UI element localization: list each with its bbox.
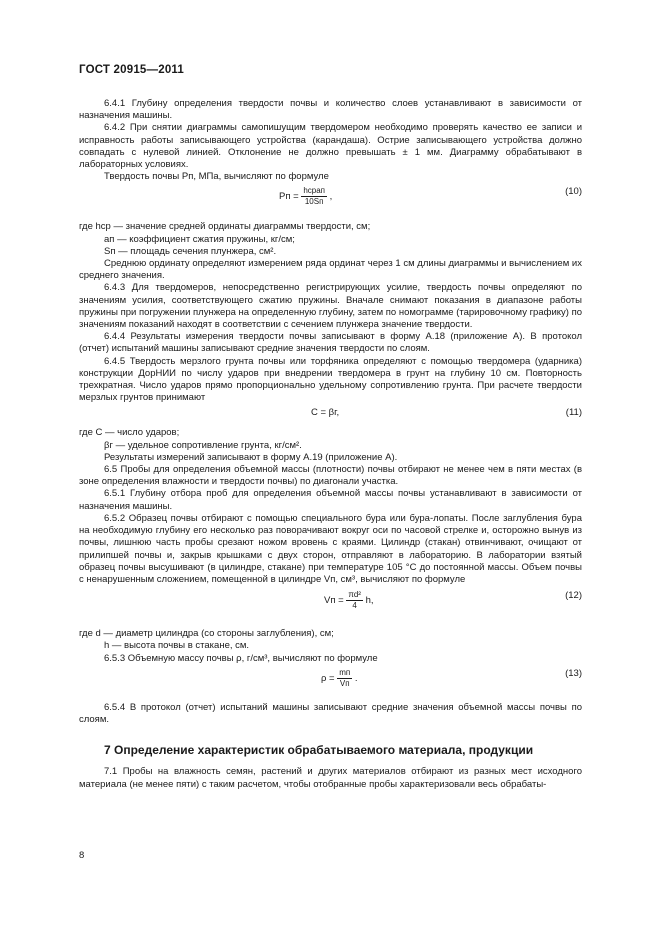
paragraph-6-5-4: 6.5.4 В протокол (отчет) испытаний машины записывают средние значения объемной массы почвы по слоям. [79, 701, 582, 725]
paragraph-6-5-2: 6.5.2 Образец почвы отбирают с помощью специального бура или бура-лопаты. После заглубления бура на необходимую глубину его несколько раз поворачивают вокруг оси по часовой стрелке и, осторожно вынув из почвы, лишнюю часть пробы срезают ножом вровень с краями. Цилиндр (стакан) отвинчивают, очищают от прилипшей почвы и, закрыв крышками с двух сторон, отправляют в лабораторию. В лаборатории взятый образец почвы высушивают (в цилиндре, стакане) при температуре 105 °С до постоянной массы. Объем почвы с ненарушенным сложением, помещенной в цилиндре Vп, см³, вычисляют по формуле [79, 512, 582, 585]
formula-12-lhs: Vп = [324, 595, 344, 607]
formula-13 [79, 668, 582, 696]
paragraph-6-4-1: 6.4.1 Глубину определения твердости почвы и количество слоев устанавливают в зависимости от назначения машины. [79, 98, 582, 122]
formula-10-numerator: hсрaп [303, 186, 325, 196]
formula-11-number: (11) [565, 407, 582, 419]
paragraph-6-5: 6.5 Пробы для определения объемной массы (плотности) почвы отбирают не менее чем в пяти местах (в зоне определения влажности и твердости почвы) по диагонали участка. [79, 464, 582, 488]
formula-10 [79, 186, 582, 216]
paragraph-6-4-3: 6.4.3 Для твердомеров, непосредственно регистрирующих усилие, твердость почвы определяют по значениям усилия, соответствующего сжатию пружины. Вначале снимают показания в диапазоне работы пружины при погружении плунжера на определенную глубину, затем по номограмме (тарировочному графику) по значениям показаний находят в соответствии с сечением плунжера значение твердости. [79, 282, 582, 331]
formula-10-expression [279, 186, 332, 207]
formula-13-fraction [337, 668, 352, 689]
paragraph-6-4-2: 6.4.2 При снятии диаграммы самопишущим твердомером необходимо проверять качество ее записи и исправность работы записывающего устройства (карандаша). Острие записывающего устройства должно совпадать с нулевой линией. Отклонение не должно превышать ± 1 мм. Диаграмму обрабатывают в лабораторных условиях. [79, 122, 582, 171]
formula-11 [79, 407, 582, 424]
paragraph-7-1: 7.1 Пробы на влажность семян, растений и других материалов отбирают из разных мест исходного материала (не менее пяти) с таким расчетом, чтобы отобранные пробы характеризовали весь обрабаты- [79, 766, 582, 790]
hardness-formula-intro: Твердость почвы Pп, МПа, вычисляют по формуле [104, 171, 329, 183]
definition-h: h — высота почвы в стакане, см. [104, 640, 250, 652]
formula-10-lhs: Pп = [279, 191, 299, 203]
formula-10-denominator: 10Sп [304, 197, 324, 207]
page-number: 8 [79, 850, 85, 861]
formula-13-tail: . [354, 672, 358, 684]
formula-10-fraction [301, 186, 327, 207]
formula-12-fraction [346, 590, 363, 611]
results-form-a19: Результаты измерений записывают в форму А.19 (приложение А). [104, 451, 398, 463]
formula-10-number: (10) [565, 186, 582, 198]
definition-an: aп — коэффициент сжатия пружины, кг/см; [104, 233, 295, 245]
formula-13-denominator: Vп [339, 678, 350, 688]
formula-11-expression: C = βг, [311, 407, 340, 419]
formula-13-expression [321, 668, 358, 689]
formula-13-lhs: ρ = [321, 672, 335, 684]
formula-13-numerator: mп [339, 667, 351, 677]
definition-c: где C — число ударов; [79, 427, 180, 439]
formula-10-tail: , [329, 191, 333, 203]
definition-beta: βг — удельное сопротивление грунта, кг/см². [104, 439, 302, 451]
document-header: ГОСТ 20915—2011 [79, 64, 184, 76]
definition-d: где d — диаметр цилиндра (со стороны заглубления), см; [79, 628, 334, 640]
paragraph-6-5-1: 6.5.1 Глубину отбора проб для определения объемной массы почвы устанавливают в зависимости от назначения машины. [79, 488, 582, 512]
formula-12-denominator: 4 [352, 601, 357, 611]
section-7-title: 7 Определение характеристик обрабатываемого материала, продукции [104, 743, 534, 758]
definition-sn: Sп — площадь сечения плунжера, см². [104, 245, 277, 257]
formula-12-numerator: πd² [348, 590, 361, 600]
paragraph-6-5-3: 6.5.3 Объемную массу почвы ρ, г/см³, вычисляют по формуле [104, 652, 378, 664]
formula-12-tail: h, [365, 595, 374, 607]
formula-12-number: (12) [565, 590, 582, 602]
paragraph-6-4-5: 6.4.5 Твердость мерзлого грунта почвы или торфяника определяют с помощью твердомера (ударника) конструкции ДорНИИ по числу ударов при внедрении твердомера в грунт на глубину 10 см. Повторность трехкратная. Число ударов прямо пропорционально удельному сопротивлению грунта. При расчете твердости мерзлых грунтов принимают [79, 355, 582, 404]
paragraph-6-4-4: 6.4.4 Результаты измерения твердости почвы записывают в форму А.18 (приложение А). В протокол (отчет) испытаний машины записывают средние значения твердости по слоям. [79, 331, 582, 355]
mean-ordinate-paragraph: Среднюю ординату определяют измерением ряда ординат через 1 см длины диаграммы и вычислением их среднего значения. [79, 258, 582, 282]
formula-13-number: (13) [565, 667, 582, 679]
formula-12 [79, 590, 582, 622]
formula-12-expression [324, 590, 374, 611]
document-body [79, 98, 582, 791]
definition-hcp: где hср — значение средней ординаты диаграммы твердости, см; [79, 221, 371, 233]
